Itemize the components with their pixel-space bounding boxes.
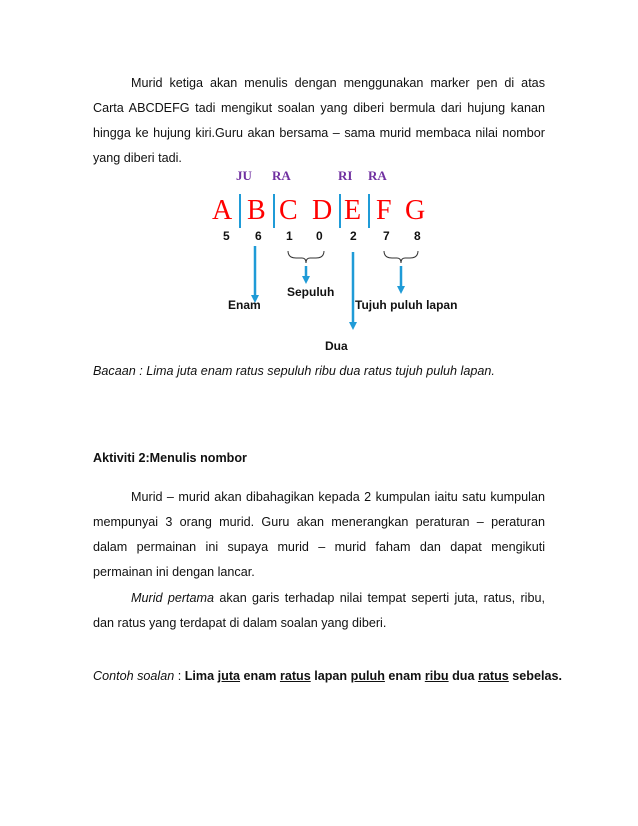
digit-2: 2 [350,229,357,243]
label-enam: Enam [228,298,261,312]
letter-e: E [344,195,362,226]
brace-tujuh [384,251,418,263]
para2-rest-text: akan garis terhadap nilai tempat seperti juta, ratus, ribu, dan ratus yang terdapat di dalam soalan yang diberi. [93,591,545,630]
digit-7: 7 [383,229,390,243]
contoh-sep: : [174,669,185,683]
label-dua: Dua [325,339,348,353]
word-underlined: juta [217,669,241,683]
label-ra-1: RA [272,168,291,183]
word: lapan [310,669,351,683]
aktiviti-paragraph-1: Murid – murid akan dibahagikan kepada 2 kumpulan iaitu satu kumpulan mempunyai 3 orang murid. Guru akan menerangkan peraturan – peraturan dalam permainan ini supaya murid – murid faham dan dapat mengikuti permainan ini dengan lancar. [93,490,545,579]
aktiviti-heading: Aktiviti 2:Menulis nombor [93,451,247,465]
digit-5: 5 [223,229,230,243]
bacaan-line: Bacaan : Lima juta enam ratus sepuluh ribu dua ratus tujuh puluh lapan. [93,364,495,378]
word-underlined: ratus [279,669,311,683]
murid-pertama-text: Murid pertama [131,591,215,605]
word-underlined: puluh [350,669,385,683]
letter-b: B [247,195,266,226]
brace-sepuluh [288,251,324,263]
digit-8: 8 [414,229,421,243]
label-ri: RI [338,168,353,183]
label-tujuh-puluh-lapan: Tujuh puluh lapan [355,298,458,312]
word: Lima [184,669,218,683]
letter-f: F [376,195,392,226]
diagram-graphics [0,0,638,360]
word: sebelas. [508,669,563,683]
aktiviti-paragraph-2 [93,586,545,636]
label-ra-2: RA [368,168,387,183]
contoh-sentence [185,669,562,683]
word: enam [240,669,280,683]
digit-0: 0 [316,229,323,243]
word-underlined: ribu [424,669,449,683]
word: dua [448,669,478,683]
label-ju: JU [236,168,252,183]
letter-g: G [405,195,426,226]
digit-1: 1 [286,229,293,243]
word: enam [384,669,425,683]
digit-6: 6 [255,229,262,243]
contoh-soalan-line [93,664,563,689]
letter-a: A [212,195,233,226]
contoh-label: Contoh soalan [93,669,175,683]
word-underlined: ratus [478,669,509,683]
label-sepuluh: Sepuluh [287,285,335,299]
letter-d: D [312,195,333,226]
letter-c: C [279,195,298,226]
intro-paragraph: Murid ketiga akan menulis dengan menggunakan marker pen di atas Carta ABCDEFG tadi mengikut soalan yang diberi bermula dari hujung kanan hingga ke hujung kiri.Guru akan bersama – sama murid membaca nilai nombor yang diberi tadi. [93,76,545,165]
